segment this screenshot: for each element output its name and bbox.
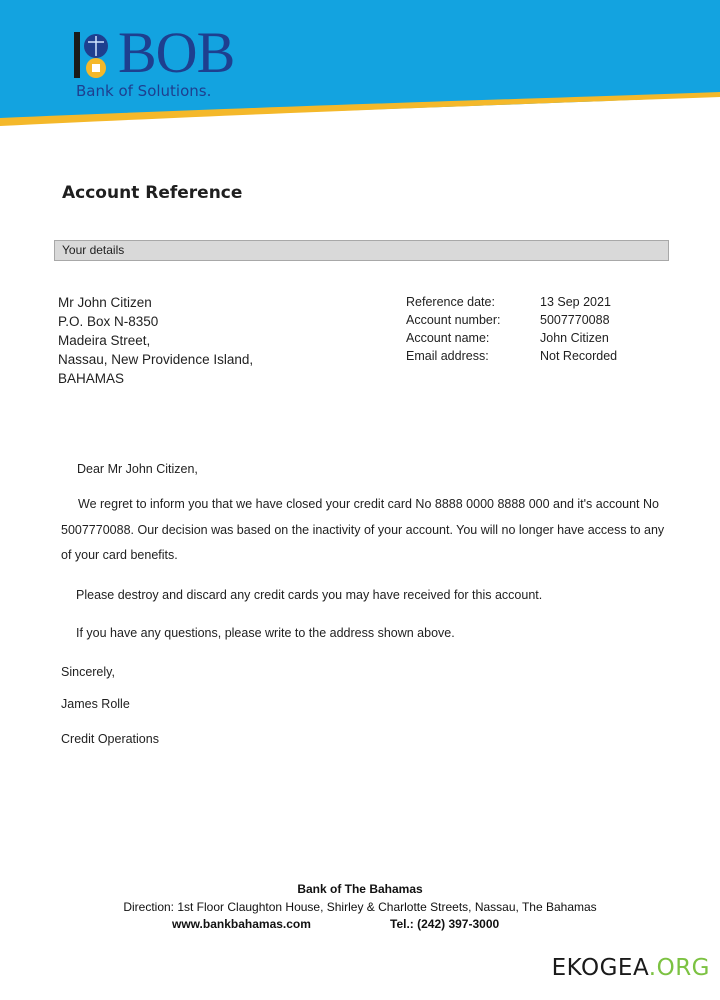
- bank-logo: [74, 20, 244, 108]
- page-title: Account Reference: [62, 183, 243, 203]
- footer-direction-value: 1st Floor Claughton House, Shirley & Charlotte Streets, Nassau, The Bahamas: [177, 900, 597, 914]
- reference-date-row: [406, 293, 617, 311]
- letter-paragraph-closure: We regret to inform you that we have closed your credit card No 8888 0000 8888 000 and it's account No 5007770088. Our decision was based on the inactivity of your account. You will no longer have access to any of your card benefits.: [61, 497, 665, 562]
- logo-wordmark: BOB: [118, 20, 235, 85]
- account-number-row: [406, 311, 617, 329]
- address-line: Nassau, New Providence Island,: [58, 352, 254, 367]
- signer-name: James Rolle: [61, 697, 130, 711]
- reference-date-label: Reference date:: [406, 295, 495, 309]
- watermark-ext: .ORG: [648, 955, 710, 981]
- account-name-label: Account name:: [406, 331, 490, 345]
- footer-direction: [0, 900, 720, 914]
- email-address-value: Not Recorded: [540, 349, 618, 363]
- bank-emblem-icon: [74, 30, 114, 80]
- email-address-label: Email address:: [406, 349, 489, 363]
- address-line: P.O. Box N-8350: [58, 314, 159, 329]
- letter-closing: Sincerely,: [61, 665, 115, 679]
- email-address-row: [406, 347, 617, 365]
- section-bar-your-details: Your details: [54, 240, 669, 261]
- account-name-value: John Citizen: [540, 331, 609, 345]
- letter-paragraph-destroy-cards: Please destroy and discard any credit cards you may have received for this account.: [76, 588, 543, 602]
- footer-direction-label: Direction:: [123, 900, 174, 914]
- address-line: Mr John Citizen: [58, 295, 152, 310]
- signer-department: Credit Operations: [61, 732, 159, 746]
- footer-website-link[interactable]: www.bankbahamas.com: [172, 917, 311, 931]
- watermark-main: EKOGEA: [551, 955, 649, 981]
- account-number-value: 5007770088: [540, 313, 610, 327]
- address-line: BAHAMAS: [58, 371, 125, 386]
- letter-paragraph-questions: If you have any questions, please write to the address shown above.: [76, 626, 455, 640]
- letter-greeting: Dear Mr John Citizen,: [77, 462, 198, 476]
- account-details: [406, 293, 617, 365]
- account-number-label: Account number:: [406, 313, 501, 327]
- reference-date-value: 13 Sep 2021: [540, 295, 611, 309]
- recipient-address: [58, 293, 253, 388]
- logo-tagline: Bank of Solutions.: [76, 82, 212, 100]
- footer-telephone: Tel.: (242) 397-3000: [390, 917, 500, 931]
- account-name-row: [406, 329, 617, 347]
- footer-bank-name: Bank of The Bahamas: [297, 882, 423, 896]
- address-line: Madeira Street,: [58, 333, 151, 348]
- watermark: [552, 955, 710, 981]
